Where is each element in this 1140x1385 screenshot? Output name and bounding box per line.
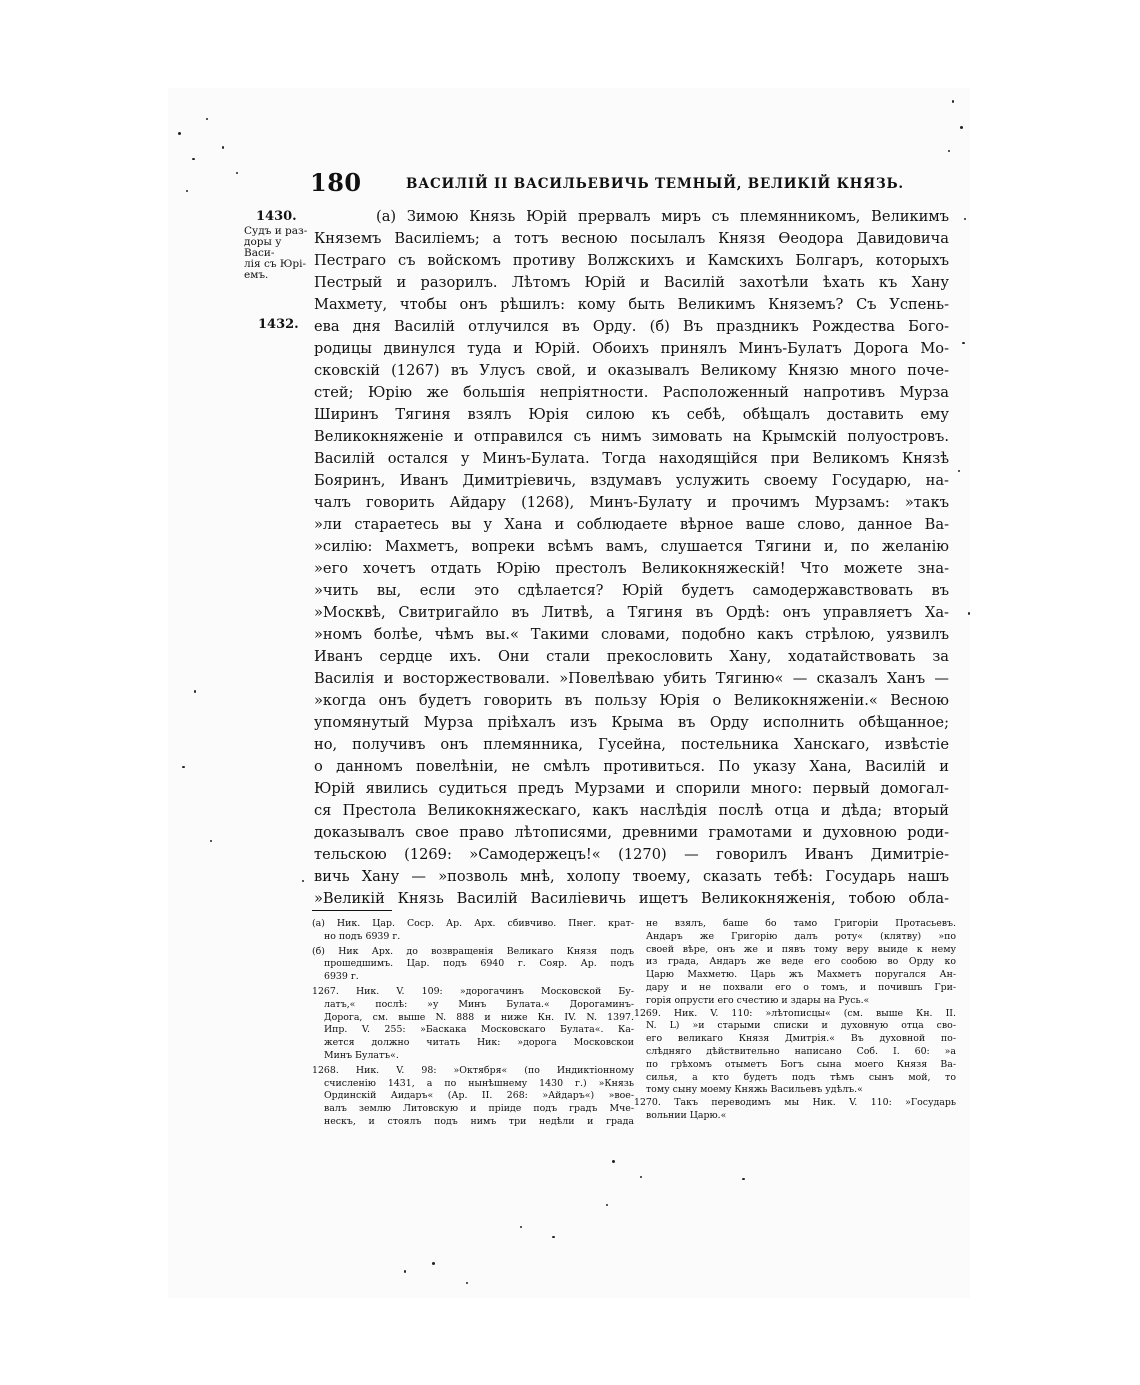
margin-year-1430: 1430. <box>256 209 297 224</box>
footnote-line: не взялъ, баше бо тамо Григоріи Протасьевъ. <box>646 918 956 929</box>
body-line: Пестраго съ войскомъ противу Волжскихъ и Камскихъ Болгаръ, которыхъ <box>314 252 949 269</box>
body-line: »когда онъ будетъ говорить въ пользу Юрія о Великокняженіи.« Весною <box>314 692 949 709</box>
footnote-line: 1269. Ник. V. 110: »лѣтописцы« (см. выше Кн. II. <box>634 1007 956 1019</box>
body-line: стей; Юрію же большія непріятности. Расположенный напротивъ Мурза <box>314 384 949 401</box>
footnote-line: 1267. Ник. V. 109: »дорогачинъ Московской Бу- <box>312 985 634 997</box>
footnote-line: счисленію 1431, а по нынѣшнему 1430 г.) »Князь <box>324 1077 634 1089</box>
body-line: »Москвѣ, Свитригайло въ Литвѣ, а Тягиня въ Ордѣ: онъ управляетъ Ха- <box>314 604 949 621</box>
footnote-line: силья, а кто будетъ подъ тѣмъ сынъ мой, то <box>646 1071 956 1083</box>
body-line: »его хочетъ отдать Юрію престолъ Великокняжескій! Что можете зна- <box>314 560 949 577</box>
scan-speck <box>302 880 304 882</box>
scan-speck <box>432 1262 435 1265</box>
scan-speck <box>182 766 185 768</box>
footnote-line: Дорога, см. выше N. 888 и ниже Кн. IV. N. 1397. <box>324 1011 634 1023</box>
scan-speck <box>640 1176 642 1178</box>
body-line: ева дня Василій отлучился въ Орду. (б) Въ праздникъ Рождества Бого- <box>314 318 949 335</box>
scan-speck <box>192 158 195 160</box>
footnote-line: вольнии Царю.« <box>646 1109 727 1121</box>
body-line: Великокняженіе и отправился съ нимъ зимовать на Крымскій полуостровъ. <box>314 428 949 445</box>
scan-speck <box>962 342 965 344</box>
footnote-line: (а) Ник. Цар. Соср. Ар. Арх. сбивчиво. Пнег. крат- <box>312 918 634 929</box>
footnote-line: слѣдняго дѣйствительно написано Соб. I. 60: »а <box>646 1045 956 1057</box>
scan-speck <box>236 172 238 174</box>
body-line: сковскій (1267) въ Улусъ свой, и оказывалъ Великому Князю много поче- <box>314 362 949 379</box>
body-line: Василій остался у Минъ-Булата. Тогда находящійся при Великомъ Князѣ <box>314 450 949 467</box>
body-line: »ли стараетесь вы у Хана и соблюдаете вѣрное ваше слово, данное Ва- <box>314 516 949 533</box>
footnotes-right <box>634 918 956 1123</box>
scan-speck <box>222 146 224 149</box>
footnote-line: валъ землю Литовскую и пріиде подъ градъ Мче- <box>324 1103 634 1115</box>
footnote-line: своей вѣре, онъ же и пявъ тому веру выиде к нему <box>646 943 956 955</box>
body-line: »чить вы, если это сдѣлается? Юрій будетъ самодержавствовать въ <box>314 582 949 599</box>
body-text <box>314 206 949 910</box>
running-head <box>310 168 922 204</box>
footnote-line: его великаго Князя Дмитрія.« Въ духовной по- <box>646 1033 956 1045</box>
body-line: Иванъ сердце ихъ. Они стали прекословить Хану, ходатайствовать за <box>314 648 949 665</box>
body-line: Княземъ Василіемъ; а тотъ весною посылалъ Князя Ѳеодора Давидовича <box>314 230 949 247</box>
scan-speck <box>404 1270 406 1273</box>
footnote-line: нескъ, и стоялъ подъ нимъ три недѣли и града <box>324 1115 634 1127</box>
footnote-line: горія опрусти его счестию и здары на Русь.« <box>646 994 870 1006</box>
footnote-line: из града, Андаръ же веде его сообою во Орду ко <box>646 956 956 968</box>
body-line: о данномъ повелѣніи, не смѣлъ противиться. По указу Хана, Василій и <box>314 758 949 775</box>
body-line: Юрій явились судиться предъ Мурзами и спорили много: первый домогал- <box>314 780 949 797</box>
body-line: упомянутый Мурза пріѣхалъ изъ Крыма въ Орду исполнить обѣщанное; <box>314 714 949 731</box>
body-line: вичь Хану — »позволь мнѣ, холопу твоему, сказать тебѣ: Государь нашъ <box>314 868 949 885</box>
scan-speck <box>194 690 196 693</box>
scan-speck <box>960 126 963 129</box>
body-line: »силію: Махметъ, вопреки всѣмъ вамъ, слушается Тягини и, по желанію <box>314 538 949 555</box>
scan-speck <box>968 612 970 615</box>
body-line: ся Престола Великокняжескаго, какъ наслѣдія послѣ отца и дѣда; вторый <box>314 802 949 819</box>
page-number: 180 <box>310 168 362 197</box>
margin-note-line: лія съ Юрі- <box>244 258 307 270</box>
footnote-line: тому сыну моему Княжь Васильевъ удѣлъ.« <box>646 1084 863 1096</box>
footnote-line: но подъ 6939 г. <box>324 930 401 942</box>
scan-speck <box>958 470 960 472</box>
body-line: (а) Зимою Князь Юрій прервалъ миръ съ племянникомъ, Великимъ <box>376 208 949 225</box>
footnote-line: N. L) »и старыми списки и духовную отца сво- <box>646 1020 956 1032</box>
footnote-line: (б) Ник Арх. до возвращенія Великаго Князя подъ <box>312 945 634 957</box>
scan-speck <box>964 218 966 220</box>
body-line: но, получивъ онъ племянника, Гусейна, постельника Ханскаго, извѣстіе <box>314 736 949 753</box>
scan-speck <box>206 118 208 120</box>
scan-speck <box>612 1160 615 1163</box>
footnote-line: Царю Махметю. Царь жъ Махметъ поругался Ан- <box>646 969 956 981</box>
footnote-line: Ординскій Аидаръ« (Ар. II. 268: »Айдаръ«) »вое- <box>324 1090 634 1102</box>
running-title: ВАСИЛІЙ ІІ ВАСИЛЬЕВИЧЬ ТЕМНЫЙ, ВЕЛИКІЙ КНЯЗЬ. <box>406 176 904 192</box>
footnote-line: по грѣхомъ отыметъ Богъ сына моего Князя Ва- <box>646 1058 956 1070</box>
margin-note-line: емъ. <box>244 269 269 281</box>
body-line: Бояринъ, Иванъ Димитріевичь, вздумавъ услужить своему Государю, на- <box>314 472 949 489</box>
scan-speck <box>210 840 212 842</box>
scan-speck <box>952 100 954 103</box>
footnote-line: Ипр. V. 255: »Баскака Московскаго Булата«. Ка- <box>324 1024 634 1036</box>
body-line: Ширинъ Тягиня взялъ Юрія силою къ себѣ, обѣщалъ доставить ему <box>314 406 949 423</box>
footnote-line: 1270. Такъ переводимъ мы Ник. V. 110: »Государь <box>634 1097 956 1109</box>
footnote-line: 6939 г. <box>324 971 359 983</box>
scan-speck <box>520 1226 522 1228</box>
scan-speck <box>606 1204 608 1206</box>
scan-speck <box>178 132 181 135</box>
footnote-line: жется должно читать Ник: »дорога Московскои <box>324 1037 634 1049</box>
body-line: »Великій Князь Василій Василіевичь ищетъ Великокняженія, тобою обла- <box>314 890 949 907</box>
margin-year-1432: 1432. <box>258 317 299 332</box>
scan-speck <box>742 1178 745 1180</box>
scan-speck <box>948 150 950 152</box>
scan-speck <box>466 1282 468 1284</box>
scan-speck <box>552 1236 555 1238</box>
margin-note-line: Судъ и раз- <box>244 225 308 237</box>
margin-note <box>244 226 312 281</box>
body-line: чалъ говорить Айдару (1268), Минъ-Булату и прочимъ Мурзамъ: »такъ <box>314 494 949 511</box>
footnote-line: 1268. Ник. V. 98: »Октября« (по Индиктіонному <box>312 1064 634 1076</box>
footnote-line: Минъ Булатъ«. <box>324 1049 399 1061</box>
body-line: родицы двинулся туда и Юрій. Обоихъ принялъ Минъ-Булатъ Дорога Мо- <box>314 340 949 357</box>
scan-speck <box>186 190 188 192</box>
footnotes-left <box>312 918 634 1129</box>
body-line: Пестрый и разорилъ. Лѣтомъ Юрій и Василій захотѣли ѣхать къ Хану <box>314 274 949 291</box>
body-line: тельскою (1269: »Самодержецъ!« (1270) — говорилъ Иванъ Димитріе- <box>314 846 949 863</box>
body-line: доказывалъ свое право лѣтописями, древними грамотами и духовною роди- <box>314 824 949 841</box>
footnote-line: дару и не похвали его о томъ, и почившъ Гри- <box>646 981 956 993</box>
footnote-line: латъ,« послѣ: »у Минъ Булата.« Дорогаминъ- <box>324 998 634 1010</box>
body-line: »номъ болѣе, чѣмъ вы.« Такими словами, подобно какъ стрѣлою, уязвилъ <box>314 626 949 643</box>
margin-note-line: доры у Васи- <box>244 236 282 259</box>
footnote-rule <box>312 910 392 911</box>
body-line: Махмету, чтобы онъ рѣшилъ: кому быть Великимъ Княземъ? Съ Успень- <box>314 296 949 313</box>
footnote-line: Андаръ же Григорію далъ роту« (клятву) »по <box>646 930 956 942</box>
body-line: Василія и восторжествовали. »Повелѣваю убить Тягиню« — сказалъ Ханъ — <box>314 670 949 687</box>
footnote-line: прошедшимъ. Цар. подъ 6940 г. Сояр. Ар. подъ <box>324 958 634 970</box>
